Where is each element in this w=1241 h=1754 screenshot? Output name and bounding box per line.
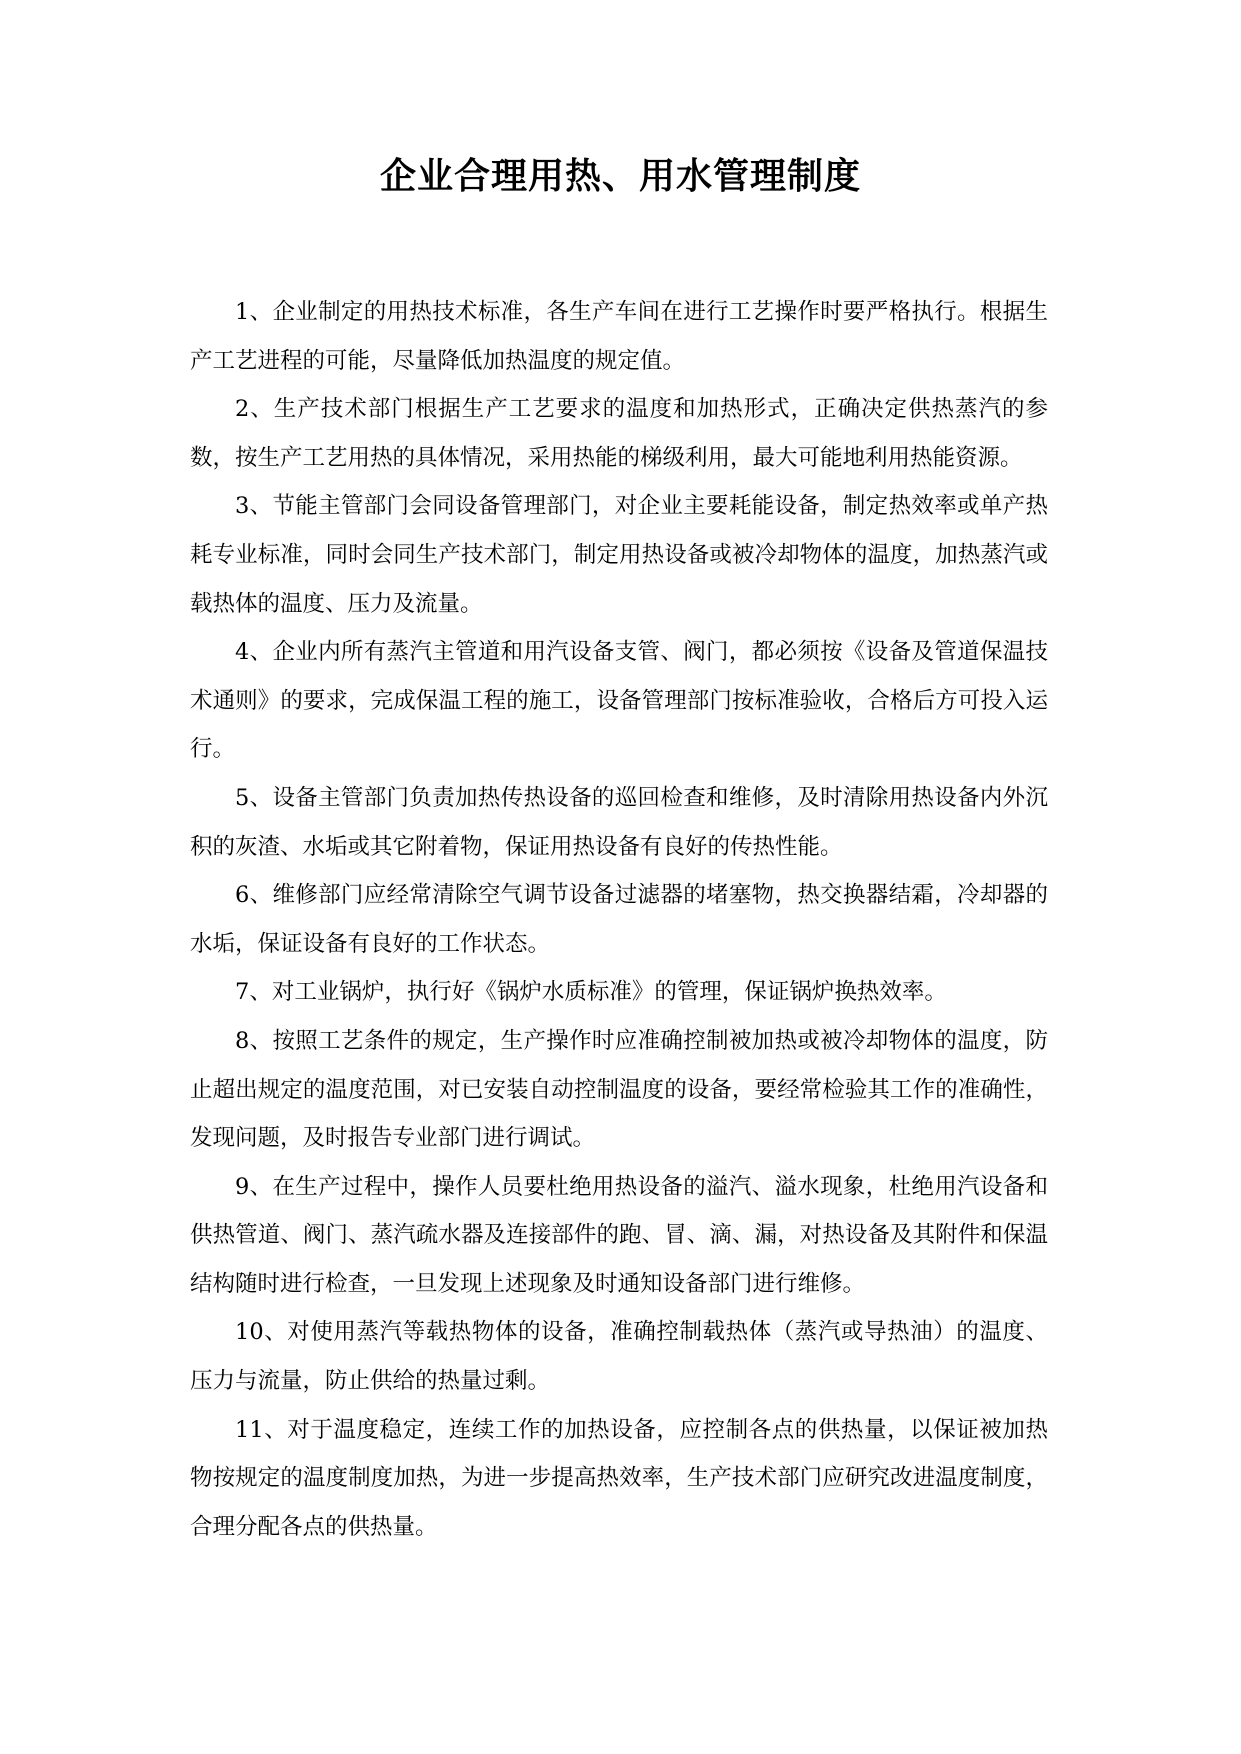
document-body — [190, 288, 1048, 1551]
document-title: 企业合理用热、用水管理制度 — [379, 155, 861, 197]
clause-2: 2、生产技术部门根据生产工艺要求的温度和加热形式，正确决定供热蒸汽的参数，按生产工艺用热的具体情况，采用热能的梯级利用，最大可能地利用热能资源。 — [190, 396, 1048, 471]
clause-8: 8、按照工艺条件的规定，生产操作时应准确控制被加热或被冷却物体的温度，防止超出规定的温度范围，对已安装自动控制温度的设备，要经常检验其工作的准确性，发现问题，及时报告专业部门进行调试。 — [190, 1027, 1048, 1152]
clause-7: 7、对工业锅炉，执行好《锅炉水质标准》的管理，保证锅炉换热效率。 — [235, 979, 947, 1006]
clause-4: 4、企业内所有蒸汽主管道和用汽设备支管、阀门，都必须按《设备及管道保温技术通则》的要求，完成保温工程的施工，设备管理部门按标准验收，合格后方可投入运行。 — [190, 639, 1048, 763]
clause-3: 3、节能主管部门会同设备管理部门，对企业主要耗能设备，制定热效率或单产热耗专业标准，同时会同生产技术部门，制定用热设备或被冷却物体的温度，加热蒸汽或载热体的温度、压力及流量。 — [190, 493, 1048, 617]
clause-10: 10、对使用蒸汽等载热物体的设备，准确控制载热体（蒸汽或导热油）的温度、压力与流量，防止供给的热量过剩。 — [190, 1319, 1048, 1395]
clause-6: 6、维修部门应经常清除空气调节设备过滤器的堵塞物，热交换器结霜，冷却器的水垢，保证设备有良好的工作状态。 — [190, 882, 1048, 957]
clause-11: 11、对于温度稳定，连续工作的加热设备，应控制各点的供热量，以保证被加热物按规定的温度制度加热，为进一步提高热效率，生产技术部门应研究改进温度制度，合理分配各点的供热量。 — [190, 1416, 1048, 1540]
clause-5: 5、设备主管部门负责加热传热设备的巡回检查和维修，及时清除用热设备内外沉积的灰渣、水垢或其它附着物，保证用热设备有良好的传热性能。 — [190, 784, 1048, 860]
clause-1: 1、企业制定的用热技术标准，各生产车间在进行工艺操作时要严格执行。根据生产工艺进程的可能，尽量降低加热温度的规定值。 — [190, 299, 1048, 374]
clause-9: 9、在生产过程中，操作人员要杜绝用热设备的溢汽、溢水现象，杜绝用汽设备和供热管道、阀门、蒸汽疏水器及连接部件的跑、冒、滴、漏，对热设备及其附件和保温结构随时进行检查，一旦发现上述现象及时通知设备部门进行维修。 — [190, 1173, 1048, 1297]
